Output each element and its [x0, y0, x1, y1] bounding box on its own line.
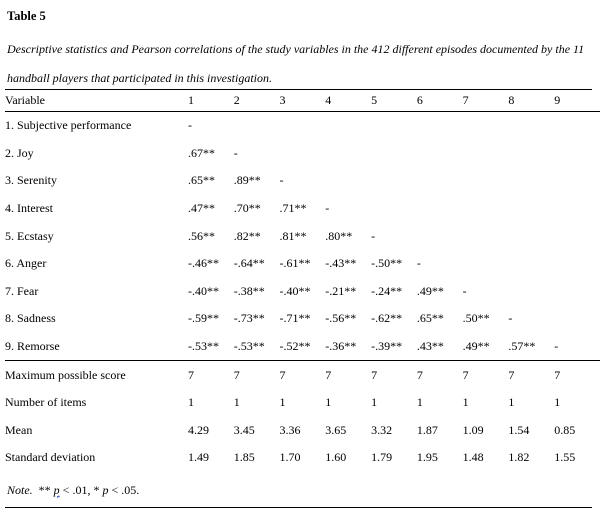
- table-cell: -: [508, 311, 513, 326]
- row-label: 6. Anger: [5, 256, 47, 271]
- correlation-row: [5, 140, 600, 168]
- table-cell: -.40**: [187, 283, 219, 298]
- header-row: [5, 89, 600, 112]
- row-label: Standard deviation: [5, 450, 96, 465]
- table-cell: [508, 195, 554, 223]
- table-cell: -.38**: [233, 283, 265, 298]
- table-cell: [554, 278, 600, 306]
- table-cell: -.64**: [233, 256, 265, 271]
- table-cell: [554, 305, 600, 333]
- table-cell: -.73**: [233, 311, 265, 326]
- note-p-symbol-2: p: [102, 483, 109, 497]
- table-cell: [463, 195, 509, 223]
- table-cell: .43**: [416, 339, 444, 354]
- table-cell: 3.36: [279, 422, 301, 437]
- table-cell: -.53**: [187, 339, 219, 354]
- table-cell: [554, 167, 600, 195]
- table-cell: -.46**: [187, 256, 219, 271]
- table-cell: [234, 112, 280, 140]
- row-label: 3. Serenity: [5, 173, 57, 188]
- table-cell: .56**: [187, 228, 215, 243]
- table-cell: [417, 195, 463, 223]
- table-cell: .49**: [462, 339, 490, 354]
- table-cell: [325, 140, 371, 168]
- table-cell: [280, 112, 326, 140]
- header-col-6: 6: [417, 89, 463, 112]
- table-cell: -.56**: [325, 311, 357, 326]
- table-cell: 7: [508, 361, 554, 389]
- table-cell: 1.55: [554, 450, 576, 465]
- table-note: [7, 483, 139, 498]
- table-cell: -.52**: [279, 339, 311, 354]
- table-cell: [508, 250, 554, 278]
- table-cell: -.21**: [325, 283, 357, 298]
- table-cell: -.50**: [371, 256, 403, 271]
- header-col-7: 7: [463, 89, 509, 112]
- table-cell: [508, 278, 554, 306]
- table-cell: .65**: [416, 311, 444, 326]
- table-cell: [554, 112, 600, 140]
- table-cell: [371, 167, 417, 195]
- table-cell: [508, 140, 554, 168]
- table-cell: -: [462, 283, 467, 298]
- table-cell: 7: [188, 361, 234, 389]
- table-cell: [508, 167, 554, 195]
- table-cell: 1.70: [279, 450, 301, 465]
- table-cell: 7: [417, 361, 463, 389]
- table-cell: [280, 140, 326, 168]
- table-cell: -.40**: [279, 283, 311, 298]
- table-cell: [417, 222, 463, 250]
- table-cell: 7: [234, 361, 280, 389]
- table-cell: 7: [371, 361, 417, 389]
- statistics-table: [5, 89, 600, 472]
- table-cell: [463, 140, 509, 168]
- table-cell: [508, 112, 554, 140]
- row-label: 8. Sadness: [5, 311, 56, 326]
- table-cell: -.53**: [233, 339, 265, 354]
- table-cell: 1.48: [462, 450, 484, 465]
- table-cell: [554, 195, 600, 223]
- table-cell: -: [554, 339, 559, 354]
- correlation-row: [5, 333, 600, 361]
- table-cell: [508, 222, 554, 250]
- table-cell: [325, 112, 371, 140]
- table-cell: 1: [187, 395, 194, 410]
- table-cell: .57**: [508, 339, 536, 354]
- table-cell: [463, 250, 509, 278]
- correlation-row: [5, 278, 600, 306]
- table-cell: .70**: [233, 201, 261, 216]
- descriptive-row: [5, 417, 600, 445]
- table-cell: -: [187, 118, 192, 133]
- table-caption: Descriptive statistics and Pearson correlations of the study variables in the 412 different episodes documented by the 11 handball players that participated in this investigation.: [7, 42, 585, 85]
- table-cell: 1.95: [416, 450, 438, 465]
- table-cell: -: [233, 145, 238, 160]
- table-body: [5, 89, 600, 472]
- header-variable: Variable: [5, 89, 188, 112]
- header-col-8: 8: [508, 89, 554, 112]
- table-cell: -.59**: [187, 311, 219, 326]
- table-cell: 1.60: [325, 450, 347, 465]
- table-cell: [417, 112, 463, 140]
- table-cell: 1.54: [508, 422, 530, 437]
- table-cell: [463, 167, 509, 195]
- table-cell: -.43**: [325, 256, 357, 271]
- table-cell: -.24**: [371, 283, 403, 298]
- table-cell: .81**: [279, 228, 307, 243]
- correlation-row: [5, 250, 600, 278]
- row-label: Mean: [5, 422, 33, 437]
- table-cell: -.61**: [279, 256, 311, 271]
- table-cell: .49**: [416, 283, 444, 298]
- table-cell: .65**: [187, 173, 215, 188]
- table-cell: .80**: [325, 228, 353, 243]
- note-prefix: Note.: [7, 483, 33, 497]
- table-cell: 1: [279, 395, 286, 410]
- table-cell: 7: [554, 361, 600, 389]
- table-cell: 1.82: [508, 450, 530, 465]
- table-cell: 7: [325, 361, 371, 389]
- table-cell: 1.79: [371, 450, 393, 465]
- header-col-3: 3: [280, 89, 326, 112]
- header-col-2: 2: [234, 89, 280, 112]
- note-star-1: **: [32, 483, 54, 497]
- note-threshold-2: < .05.: [108, 483, 140, 497]
- table-cell: 1.85: [233, 450, 255, 465]
- table-cell: .89**: [233, 173, 261, 188]
- row-label: 2. Joy: [5, 145, 34, 160]
- table-cell: 1: [371, 395, 378, 410]
- table-cell: 3.65: [325, 422, 347, 437]
- table-cell: 4.29: [187, 422, 209, 437]
- correlation-row: [5, 305, 600, 333]
- table-cell: [417, 167, 463, 195]
- table-cell: -.71**: [279, 311, 311, 326]
- bottom-rule: [5, 507, 592, 508]
- table-cell: [463, 112, 509, 140]
- table-cell: [371, 195, 417, 223]
- row-label: 5. Ecstasy: [5, 228, 54, 243]
- table-cell: 7: [463, 361, 509, 389]
- descriptive-row: [5, 389, 600, 417]
- table-cell: 3.32: [371, 422, 393, 437]
- note-p-symbol-1: p: [53, 483, 60, 497]
- table-cell: 7: [280, 361, 326, 389]
- correlation-row: [5, 112, 600, 140]
- header-col-4: 4: [325, 89, 371, 112]
- table-cell: [554, 140, 600, 168]
- table-cell: -: [416, 256, 421, 271]
- row-label: 9. Remorse: [5, 339, 60, 354]
- row-label: Number of items: [5, 395, 87, 410]
- row-label: Maximum possible score: [5, 361, 188, 389]
- table-cell: [371, 112, 417, 140]
- row-label: 1. Subjective performance: [5, 118, 132, 133]
- table-cell: 1: [508, 395, 515, 410]
- table-cell: -.36**: [325, 339, 357, 354]
- header-col-9: 9: [554, 89, 600, 112]
- table-title: Table 5: [7, 9, 46, 23]
- table-cell: 1.87: [416, 422, 438, 437]
- table-cell: 1.09: [462, 422, 484, 437]
- table-cell: 1: [233, 395, 240, 410]
- table-cell: -: [325, 201, 330, 216]
- table-cell: 1: [416, 395, 423, 410]
- table-cell: [371, 140, 417, 168]
- row-label: 4. Interest: [5, 201, 53, 216]
- table-cell: 1: [554, 395, 561, 410]
- table-cell: [325, 167, 371, 195]
- descriptive-row: [5, 361, 600, 389]
- correlation-row: [5, 167, 600, 195]
- table-cell: .67**: [187, 145, 215, 160]
- table-cell: -.39**: [371, 339, 403, 354]
- table-cell: .50**: [462, 311, 490, 326]
- descriptive-row: [5, 444, 600, 472]
- note-threshold-1: < .01, *: [59, 483, 103, 497]
- table-cell: -.62**: [371, 311, 403, 326]
- table-cell: 1: [462, 395, 469, 410]
- table-cell: -: [371, 228, 376, 243]
- table-cell: .82**: [233, 228, 261, 243]
- table-cell: [554, 250, 600, 278]
- table-cell: [417, 140, 463, 168]
- table-cell: 3.45: [233, 422, 255, 437]
- header-col-5: 5: [371, 89, 417, 112]
- table-cell: [463, 222, 509, 250]
- correlation-row: [5, 222, 600, 250]
- correlation-row: [5, 195, 600, 223]
- table-cell: 1.49: [187, 450, 209, 465]
- table-cell: [554, 222, 600, 250]
- table-cell: .47**: [187, 201, 215, 216]
- row-label: 7. Fear: [5, 283, 39, 298]
- table-cell: .71**: [279, 201, 307, 216]
- header-col-1: 1: [188, 89, 234, 112]
- table-cell: 0.85: [554, 422, 576, 437]
- table-cell: 1: [325, 395, 332, 410]
- table-cell: -: [279, 173, 284, 188]
